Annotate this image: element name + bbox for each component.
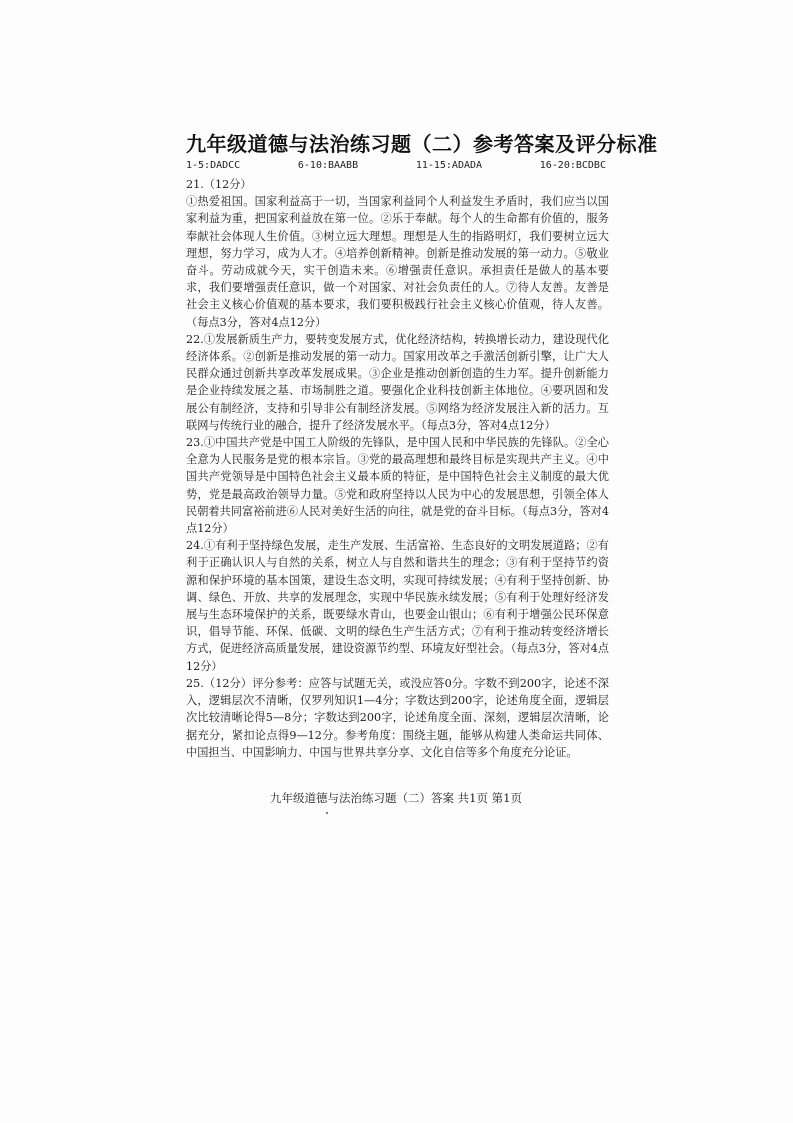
document-title: 九年级道德与法治练习题（二）参考答案及评分标准 <box>186 132 658 156</box>
question-21-answer: ①热爱祖国。国家利益高于一切，当国家利益同个人利益发生矛盾时，我们应当以国家利益为重，把国家利益放在第一位。②乐于奉献。每个人的生命都有价值的，服务奉献社会体现人生价值。③树立远大理想。理想是人生的指路明灯，我们要树立远大理想，努力学习，成为人才。④培养创新精神。创新是推动发展的第一动力。⑤敬业奋斗。劳动成就今天，实干创造未来。⑥增强责任意识。承担责任是做人的基本要求，我们要增强责任意识，做一个对国家、对社会负责任的人。⑦待人友善。友善是社会主义核心价值观的基本要求，我们要积极践行社会主义核心价值观，待人友善。（每点3分，答对4点12分） <box>186 195 609 329</box>
mc-answer-group: 11-15:ADADA <box>415 160 483 171</box>
answer-body <box>186 176 609 761</box>
mc-answer-group: 6-10:BAABB <box>297 160 359 171</box>
multiple-choice-answers <box>186 160 606 171</box>
question-21-header: 21.（12分） <box>186 178 252 191</box>
page-footer: 九年级道德与法治练习题（二）答案 共1页 第1页 <box>270 791 522 805</box>
scan-speck <box>326 812 328 814</box>
question-23-answer: 23.①中国共产党是中国工人阶级的先锋队，是中国人民和中华民族的先锋队。②全心全意为人民服务是党的根本宗旨。③党的最高理想和最终目标是实现共产主义。④中国共产党领导是中国特色社会主义最本质的特征，是中国特色社会主义制度的最大优势，党是最高政治领导力量。⑤党和政府坚持以人民为中心的发展思想，引领全体人民朝着共同富裕前进⑥人民对美好生活的向往，就是党的奋斗目标。（每点3分，答对4点12分） <box>186 436 609 536</box>
question-25-answer: 25.（12分）评分参考：应答与试题无关，或没应答0分。字数不到200字，论述不深入，逻辑层次不清晰，仅罗列知识1—4分；字数达到200字，论述角度全面，逻辑层次比较清晰论得5—8分；字数达到200字，论述角度全面、深刻，逻辑层次清晰，论据充分，紧扣论点得9—12分。参考角度：围绕主题，能够从构建人类命运共同体、中国担当、中国影响力、中国与世界共享分享、文化自信等多个角度充分论证。 <box>186 676 609 759</box>
mc-answer-group: 1-5:DADCC <box>186 160 241 171</box>
question-24-answer: 24.①有利于坚持绿色发展，走生产发展、生活富裕、生态良好的文明发展道路；②有利于正确认识人与自然的关系，树立人与自然和谐共生的理念；③有利于坚持节约资源和保护环境的基本国策，建设生态文明，实现可持续发展；④有利于坚持创新、协调、绿色、开放、共享的发展理念，实现中华民族永续发展；⑤有利于处理好经济发展与生态环境保护的关系，既要绿水青山，也要金山银山；⑥有利于增强公民环保意识，倡导节能、环保、低碳、文明的绿色生产生活方式；⑦有利于推动转变经济增长方式，促进经济高质量发展，建设资源节约型、环境友好型社会。（每点3分，答对4点12分） <box>186 539 609 673</box>
question-22-answer: 22.①发展新质生产力，要转变发展方式，优化经济结构，转换增长动力，建设现代化经济体系。②创新是推动发展的第一动力。国家用改革之手激活创新引擎，让广大人民群众通过创新共享改革发展成果。③企业是推动创新创造的生力军。提升创新能力是企业持续发展之基、市场制胜之道。要强化企业科技创新主体地位。④要巩固和发展公有制经济，支持和引导非公有制经济发展。⑤网络为经济发展注入新的活力。互联网与传统行业的融合，提升了经济发展水平。（每点3分，答对4点12分） <box>186 332 609 432</box>
mc-answer-group: 16-20:BCDBC <box>539 160 606 171</box>
